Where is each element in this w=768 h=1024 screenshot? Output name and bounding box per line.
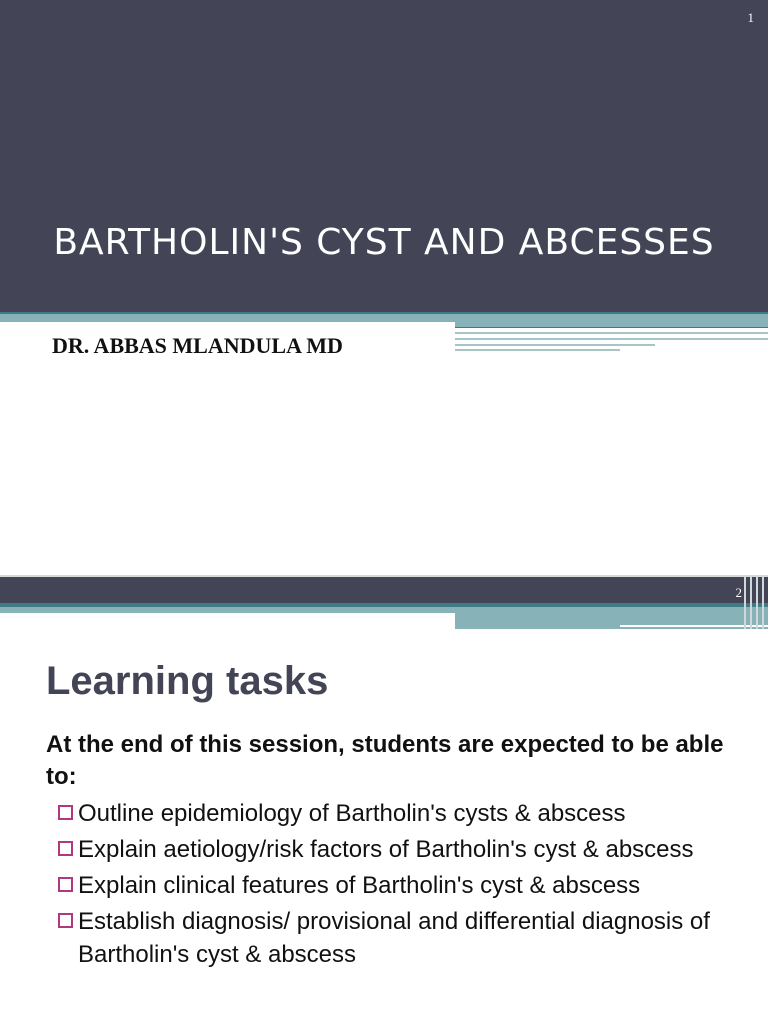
white-tab <box>0 613 455 633</box>
slide-2 <box>0 577 768 1024</box>
list-item <box>56 869 756 902</box>
learning-tasks-list <box>56 797 756 974</box>
list-item <box>56 905 756 971</box>
decorative-stripes <box>455 328 768 358</box>
header-band <box>0 0 768 312</box>
slide-number: 1 <box>747 10 754 25</box>
list-item <box>56 833 756 866</box>
slide-title: BARTHOLIN'S CYST AND ABCESSES <box>53 222 715 263</box>
square-bullet-icon <box>58 841 73 856</box>
square-bullet-icon <box>58 913 73 928</box>
square-bullet-icon <box>58 805 73 820</box>
list-item-text: Explain clinical features of Bartholin's cyst & abscess <box>78 872 641 899</box>
slide-subtitle: DR. ABBAS MLANDULA MD <box>52 333 343 358</box>
slide-number: 2 <box>735 585 742 600</box>
header-band <box>0 577 768 603</box>
list-item-text: Establish diagnosis/ provisional and differential diagnosis of Bartholin's cyst & abscess <box>78 908 710 968</box>
list-item-text: Explain aetiology/risk factors of Bartholin's cyst & abscess <box>78 836 694 863</box>
list-item <box>56 797 756 830</box>
decorative-ticks <box>742 577 768 629</box>
list-item-text: Outline epidemiology of Bartholin's cysts & abscess <box>78 800 626 827</box>
intro-text: At the end of this session, students are expected to be able to: <box>46 731 724 790</box>
decorative-bar <box>455 617 768 629</box>
square-bullet-icon <box>58 877 73 892</box>
slide-heading: Learning tasks <box>46 659 329 703</box>
